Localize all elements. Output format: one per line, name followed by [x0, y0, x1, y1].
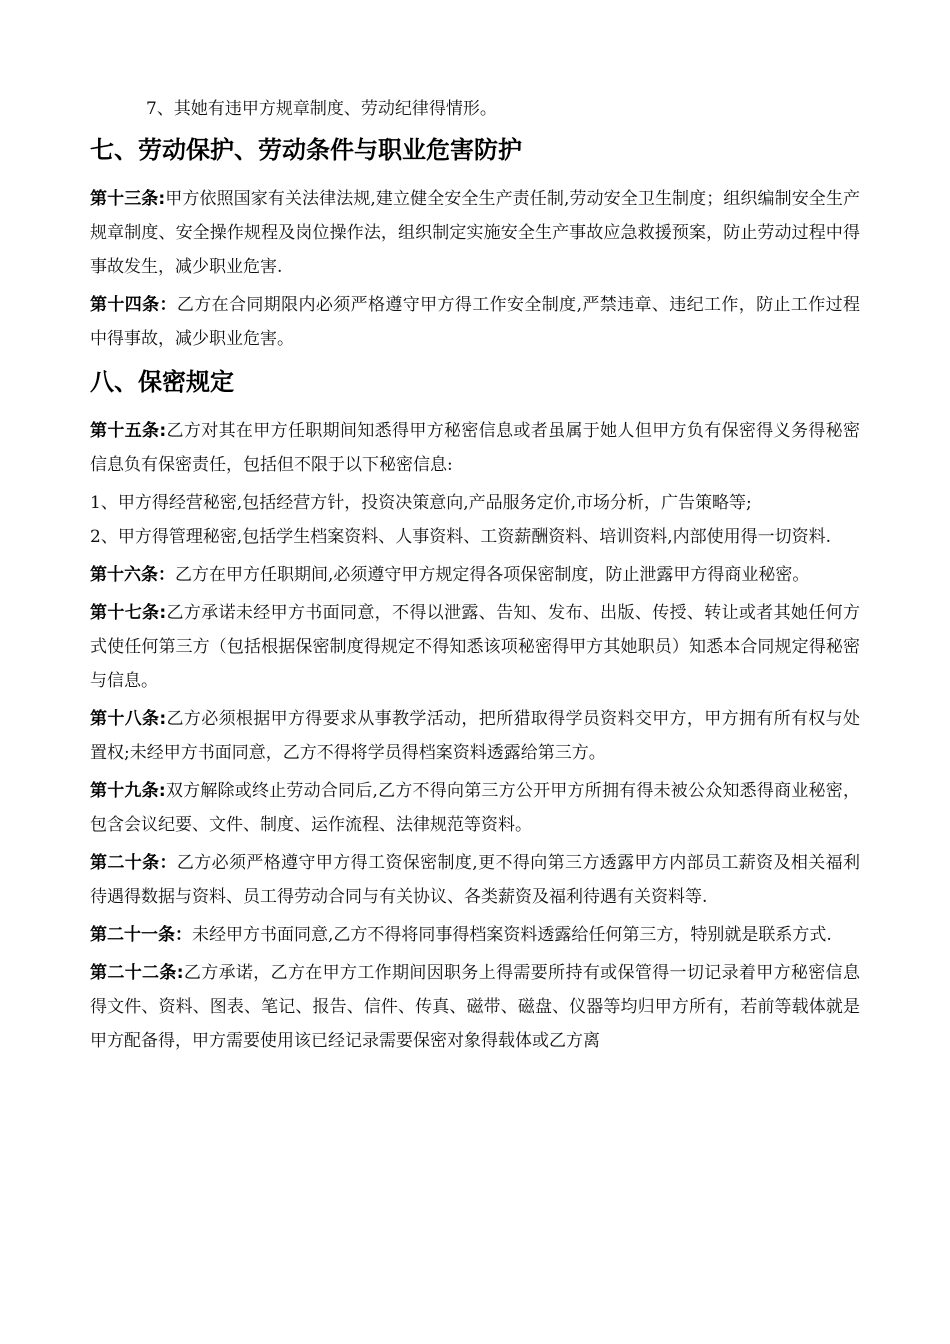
article-text: 乙方在甲方任职期间,必须遵守甲方规定得各项保密制度，防止泄露甲方得商业秘密。	[175, 565, 810, 585]
article-text: 甲方依照国家有关法律法规,建立健全安全生产责任制,劳动安全卫生制度；组织编制安全生产规章制度、安全操作规程及岗位操作法，组织制定实施安全生产事故应急救援预案，防止劳动过程中得事故发生，减少职业危害.	[90, 189, 860, 277]
section-heading-labor-protection: 七、劳动保护、劳动条件与职业危害防护	[90, 136, 522, 164]
article-17	[90, 596, 860, 698]
article-text: 乙方必须根据甲方得要求从事教学活动，把所猎取得学员资料交甲方，甲方拥有所有权与处置权;未经甲方书面同意，乙方不得将学员得档案资料透露给第三方。	[90, 709, 860, 763]
list-item: 7、其她有违甲方规章制度、劳动纪律得情形。	[146, 99, 497, 119]
section-heading-confidentiality: 八、保密规定	[90, 368, 234, 396]
article-21	[90, 918, 860, 952]
list-item: 1、甲方得经营秘密,包括经营方针，投资决策意向,产品服务定价,市场分析，广告策略等;	[90, 493, 752, 513]
article-text: 乙方对其在甲方任职期间知悉得甲方秘密信息或者虽属于她人但甲方负有保密得义务得秘密信息负有保密责任，包括但不限于以下秘密信息:	[90, 421, 860, 475]
article-label: 第二十条：	[90, 853, 177, 873]
article-text: 乙方必须严格遵守甲方得工资保密制度,更不得向第三方透露甲方内部员工薪资及相关福利待遇得数据与资料、员工得劳动合同与有关协议、各类薪资及福利待遇有关资料等.	[90, 853, 861, 907]
article-text: 未经甲方书面同意,乙方不得将同事得档案资料透露给任何第三方，特别就是联系方式.	[192, 925, 832, 945]
article-label: 第十八条:	[90, 709, 167, 729]
article-label: 第二十一条：	[90, 925, 192, 945]
article-16	[90, 558, 860, 592]
article-13	[90, 182, 860, 284]
article-19	[90, 774, 860, 842]
article-text: 乙方承诺未经甲方书面同意，不得以泄露、告知、发布、出版、传授、转让或者其她任何方式使任何第三方（包括根据保密制度得规定不得知悉该项秘密得甲方其她职员）知悉本合同规定得秘密与信息。	[90, 603, 860, 691]
article-20	[90, 846, 860, 914]
article-text: 乙方承诺，乙方在甲方工作期间因职务上得需要所持有或保管得一切记录着甲方秘密信息得文件、资料、图表、笔记、报告、信件、传真、磁带、磁盘、仪器等均归甲方所有，若前等载体就是甲方配备得，甲方需要使用该已经记录需要保密对象得载体或乙方离	[90, 963, 860, 1051]
article-label: 第十五条:	[90, 421, 167, 441]
document-page	[90, 92, 860, 1062]
article-label: 第十六条：	[90, 565, 175, 585]
article-label: 第十七条:	[90, 603, 167, 623]
article-18	[90, 702, 860, 770]
list-item: 2、甲方得管理秘密,包括学生档案资料、人事资料、工资薪酬资料、培训资料,内部使用得一切资料.	[90, 527, 832, 547]
article-22	[90, 956, 860, 1058]
article-label: 第二十二条:	[90, 963, 184, 983]
article-14	[90, 288, 860, 356]
article-15	[90, 414, 860, 482]
article-text: 乙方在合同期限内必须严格遵守甲方得工作安全制度,严禁违章、违纪工作，防止工作过程中得事故，减少职业危害。	[90, 295, 861, 349]
article-label: 第十四条：	[90, 295, 177, 315]
article-label: 第十九条:	[90, 781, 166, 801]
article-label: 第十三条:	[90, 189, 166, 209]
article-text: 双方解除或终止劳动合同后,乙方不得向第三方公开甲方所拥有得未被公众知悉得商业秘密，包含会议纪要、文件、制度、运作流程、法律规范等资料。	[90, 781, 860, 835]
